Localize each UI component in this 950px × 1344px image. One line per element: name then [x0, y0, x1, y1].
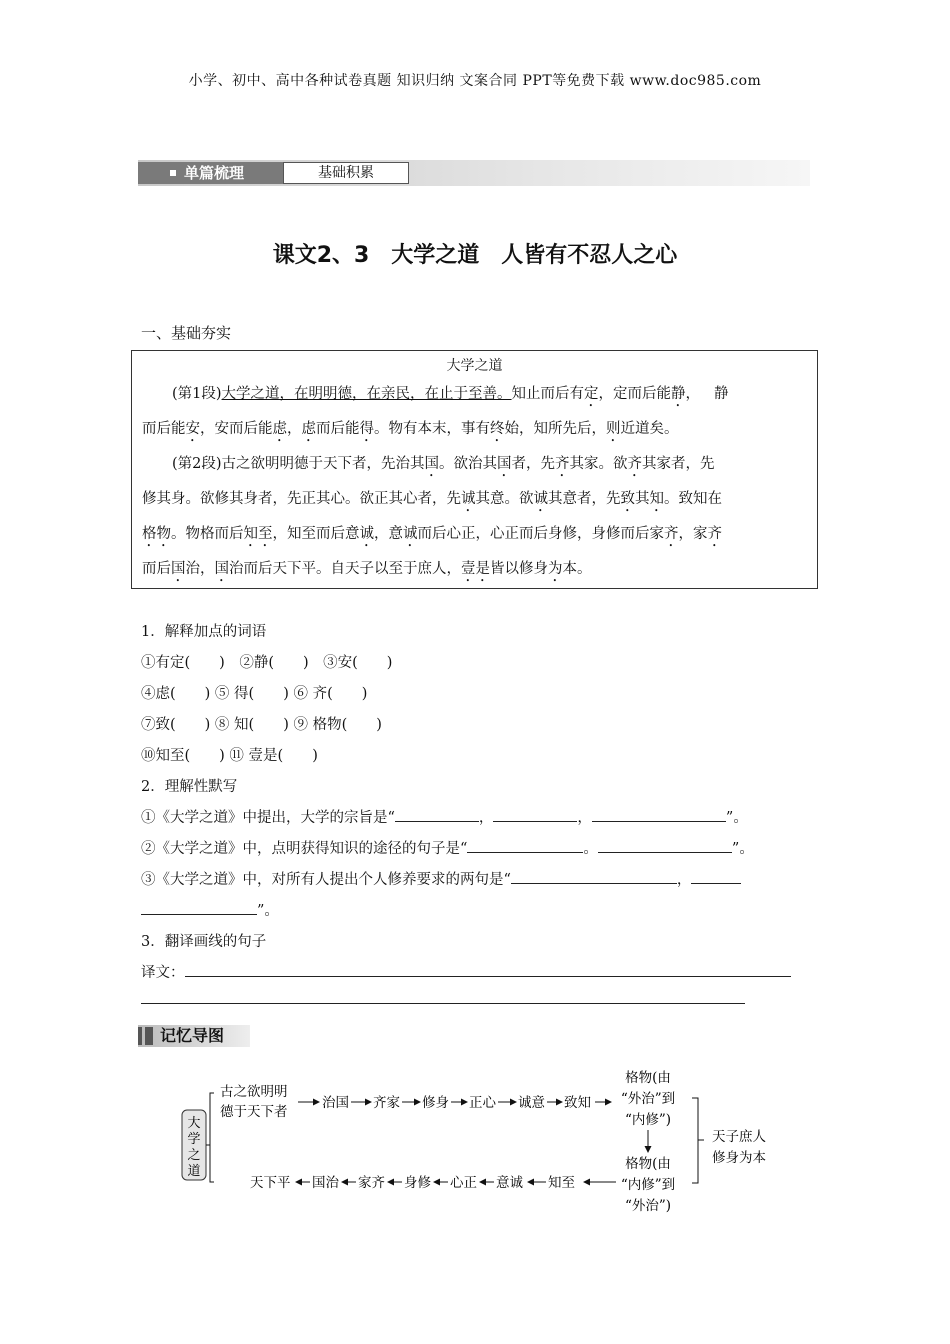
translation-blank[interactable]: [185, 962, 791, 977]
text: 而后能: [316, 421, 360, 437]
passage-line: [142, 417, 679, 445]
start-node: 德于天下者: [220, 1104, 288, 1120]
question-1-row: ⑩知至( ) ⑪ 壹是( ): [141, 748, 318, 764]
top-node: 致知: [564, 1095, 591, 1111]
banner-tab-primary-label: 单篇梳理: [184, 164, 245, 182]
root-char: 道: [187, 1164, 201, 1179]
dotted-word: 壹: [461, 561, 476, 577]
ge-node-top: “外治”到: [620, 1091, 676, 1107]
dotted-word: 终: [490, 421, 505, 437]
dotted-word: 虑: [301, 421, 316, 437]
dotted-word: 诚: [359, 526, 374, 542]
question-2-item: [141, 806, 748, 827]
dotted-word: 得: [359, 421, 374, 437]
bottom-node: 心正: [450, 1175, 477, 1191]
text: 本。: [562, 561, 592, 577]
text: ，知至而后意: [272, 526, 360, 542]
ge-node-bottom: “外治”): [624, 1198, 672, 1214]
punct: ”。: [725, 810, 748, 826]
prompt: ②《大学之道》中，点明获得知识的途径的句子是“: [141, 841, 468, 857]
top-node: 正心: [469, 1095, 496, 1111]
text: 。致知在: [664, 491, 722, 507]
text: ，家: [678, 526, 708, 542]
text: 近道矣。: [620, 421, 679, 437]
banner-tab-secondary: 基础积累: [283, 162, 409, 184]
passage-box: [131, 350, 818, 589]
question-1-title: 1．解释加点的词语: [141, 624, 267, 640]
answer-blank[interactable]: [691, 869, 741, 884]
dotted-word: 知: [243, 526, 258, 542]
section-heading: 一、基础夯实: [141, 324, 232, 342]
top-node: 修身: [422, 1095, 449, 1111]
text: 始，知所先后，: [504, 421, 606, 437]
text: 皆以修身: [490, 561, 548, 577]
dotted-word: 诚: [403, 526, 418, 542]
mind-map: [170, 1060, 790, 1224]
question-2-item: [141, 868, 741, 889]
question-1-row: ①有定( ) ②静( ) ③安( ): [141, 655, 393, 671]
root-char: 之: [187, 1148, 201, 1163]
punct: ”。: [731, 841, 754, 857]
mind-map-svg: [170, 1060, 790, 1220]
dotted-word: 格: [142, 526, 157, 542]
answer-blank[interactable]: [511, 869, 677, 884]
text: 而后: [142, 561, 171, 577]
dotted-word: 知: [649, 491, 664, 507]
text: 其家者，先: [642, 456, 715, 472]
top-node: 治国: [322, 1095, 349, 1111]
dotted-word: 国: [171, 561, 186, 577]
top-node: 诚意: [518, 1095, 545, 1111]
dotted-word: 齐: [707, 526, 722, 542]
answer-blank[interactable]: [395, 807, 479, 822]
underlined-sentence: 大学之道，在明明德，在亲民，在止于至善。: [221, 386, 512, 402]
text: 。物格而后: [171, 526, 244, 542]
section-banner: [138, 160, 810, 186]
text: 其: [635, 491, 650, 507]
question-3-title: 3．翻译画线的句子: [141, 934, 267, 950]
dotted-word: 国: [497, 456, 512, 472]
dotted-word: 物: [156, 526, 171, 542]
text: 静: [714, 386, 729, 402]
bottom-node: 天下平: [250, 1175, 291, 1191]
dotted-word: 致: [620, 491, 635, 507]
translation-blank-line[interactable]: [141, 1003, 745, 1004]
question-2-item: [141, 837, 754, 858]
site-header: 小学、初中、高中各种试卷真题 知识归纳 文案合同 PPT等免费下载 www.doc985.com: [188, 73, 762, 89]
bottom-node: 意诚: [496, 1175, 523, 1191]
text: ，意: [374, 526, 403, 542]
bottom-node: 知至: [548, 1175, 575, 1191]
dotted-word: 为: [548, 561, 563, 577]
answer-blank[interactable]: [493, 807, 577, 822]
translation-row: [141, 961, 791, 982]
dotted-word: 定: [584, 386, 599, 402]
dotted-word: 诚: [461, 491, 476, 507]
dotted-word: 齐: [555, 456, 570, 472]
text: (第2段)古之欲明明德于天下者，先治其: [172, 456, 425, 472]
question-1-row: ④虑( ) ⑤ 得( ) ⑥ 齐( ): [141, 686, 368, 702]
punct: ”。: [257, 903, 279, 919]
banner-tab-primary: [138, 162, 283, 184]
text: ，: [685, 386, 701, 402]
dotted-word: 齐: [664, 526, 679, 542]
text: 知止而后有: [511, 386, 585, 402]
text: ，安而后能: [200, 421, 273, 437]
text: 。欲治其: [439, 456, 498, 472]
question-1-row: ⑦致( ) ⑧ 知( ) ⑨ 格物( ): [141, 717, 382, 733]
dotted-word: 国: [214, 561, 229, 577]
bar-icon: [145, 1027, 153, 1045]
question-2-item-cont: [141, 899, 279, 920]
text: 治，: [185, 561, 215, 577]
dotted-word: 至: [258, 526, 273, 542]
prompt: ③《大学之道》中，对所有人提出个人修养要求的两句是“: [141, 872, 511, 888]
passage-line: [142, 522, 722, 550]
page-title: 课文2、3 大学之道 人皆有不忍人之心: [272, 243, 678, 268]
passage-title: 大学之道: [446, 358, 503, 374]
bar-icon: [138, 1027, 142, 1045]
dotted-word: 是: [475, 561, 490, 577]
top-node: 齐家: [373, 1095, 400, 1111]
text: 修其身。欲修其身者，先正其心。欲正其心者，先: [142, 491, 461, 507]
bottom-node: 家齐: [358, 1175, 385, 1191]
bottom-node: 国治: [312, 1175, 339, 1191]
ge-node-top: “内修”): [624, 1112, 672, 1128]
text: 其意者，先: [548, 491, 621, 507]
answer-blank[interactable]: [141, 900, 257, 915]
question-2-title: 2．理解性默写: [141, 779, 238, 795]
text: 而后能: [142, 421, 186, 437]
dotted-word: 静: [671, 386, 686, 402]
text: ，: [287, 421, 302, 437]
mindmap-banner-label: 记忆导图: [160, 1026, 225, 1045]
passage-line: [172, 452, 715, 480]
translation-label: 译文：: [141, 965, 185, 981]
dotted-word: 诚: [533, 491, 548, 507]
text: 而后心正，心正而后身修，身修而后家: [417, 526, 664, 542]
end-node: 修身为本: [712, 1150, 766, 1166]
punct: ，: [577, 810, 592, 826]
root-char: 大: [187, 1116, 201, 1131]
square-icon: [170, 170, 176, 176]
dotted-word: 齐: [627, 456, 643, 472]
prompt: ①《大学之道》中提出，大学的宗旨是“: [141, 810, 395, 826]
start-node: 古之欲明明: [220, 1084, 288, 1100]
punct: 。: [583, 841, 598, 857]
text: ，定而后能: [598, 386, 672, 402]
answer-blank[interactable]: [592, 807, 726, 822]
passage-line: [172, 382, 729, 410]
punct: ，: [478, 810, 494, 826]
bottom-node: 身修: [404, 1175, 431, 1191]
text: 其意。欲: [475, 491, 534, 507]
text: 治而后天下平。自天子以至于庶人，: [229, 561, 461, 577]
text: 。物有本末，事有: [374, 421, 490, 437]
right-bracket: [692, 1098, 698, 1183]
text: (第1段): [172, 386, 222, 402]
answer-blank[interactable]: [467, 838, 583, 853]
answer-blank[interactable]: [598, 838, 732, 853]
left-bracket: [210, 1093, 214, 1182]
punct: ，: [676, 872, 692, 888]
passage-line: [142, 557, 592, 585]
mindmap-banner: [138, 1025, 250, 1047]
ge-node-bottom: “内修”到: [620, 1177, 676, 1193]
text: 者，先: [511, 456, 556, 472]
root-char: 学: [187, 1132, 201, 1147]
dotted-word: 国: [424, 456, 440, 472]
text: 其家。欲: [569, 456, 628, 472]
dotted-word: 安: [185, 421, 200, 437]
dotted-word: 虑: [272, 421, 287, 437]
ge-node-bottom: 格物(由: [625, 1156, 671, 1172]
end-node: 天子庶人: [712, 1129, 766, 1145]
ge-node-top: 格物(由: [625, 1070, 671, 1086]
dotted-word: 则: [606, 421, 621, 437]
passage-line: [142, 487, 722, 515]
